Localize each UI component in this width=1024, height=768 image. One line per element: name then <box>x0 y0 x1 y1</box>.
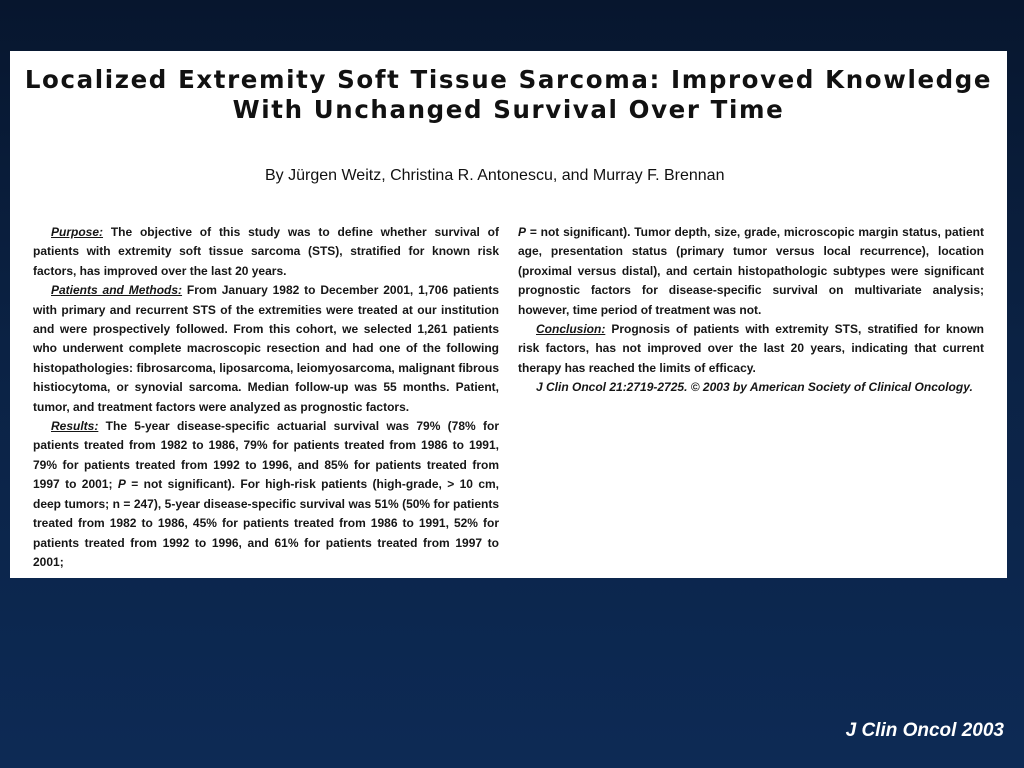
conclusion-paragraph <box>518 320 984 378</box>
results-text-a: The 5-year disease-specific actuarial survival was 79% (78% for patients treated from 1982 to 1986, 79% for patients treated from 1986 to 1991, 79% for patients treated from 1992 to 1996, and 85% for patients treated from 1997 to 2001; <box>33 419 499 492</box>
methods-text: From January 1982 to December 2001, 1,706 patients with primary and recurrent STS of the extremities were treated at our institution and were prospectively followed. From this cohort, we selected 1,261 patients who underwent complete macroscopic resection and had one of the following histopathologies: fibrosarcoma, liposarcoma, leiomyosarcoma, malignant fibrous histiocytoma, or synovial sarcoma. Median follow-up was 55 months. Patient, tumor, and treatment factors were analyzed as prognostic factors. <box>33 283 499 414</box>
p-value-label-1: P <box>117 477 126 492</box>
purpose-heading: Purpose: <box>51 225 104 239</box>
article-authors: By Jürgen Weitz, Christina R. Antonescu, and Murray F. Brennan <box>265 167 725 184</box>
journal-reference-text: J Clin Oncol 21:2719-2725. © 2003 by American Society of Clinical Oncology. <box>536 380 973 395</box>
slide-citation: J Clin Oncol 2003 <box>845 720 1004 741</box>
conclusion-text: Prognosis of patients with extremity STS, stratified for known risk factors, has not improved over the last 20 years, indicating that current therapy has reached the limits of efficacy. <box>518 322 984 375</box>
results-text-c: = not significant). Tumor depth, size, grade, microscopic margin status, patient age, presentation status (primary tumor versus local recurrence), location (proximal versus distal), and certain histopathologic subtypes were significant prognostic factors for disease-specific survival on multivariate analysis; however, time period of treatment was not. <box>518 225 984 317</box>
article-title <box>10 65 1007 125</box>
results-continued <box>518 223 984 320</box>
conclusion-heading: Conclusion: <box>536 322 606 337</box>
purpose-paragraph <box>33 223 499 281</box>
results-text-b: = not significant). For high-risk patients (high-grade, > 10 cm, deep tumors; n = 247), 5-year disease-specific survival was 51% (50% for patients treated from 1982 to 1986, 45% for patients treated from 1986 to 1991, 52% for patients treated from 1992 to 1996, and 61% for patients treated from 1997 to 2001; <box>33 477 499 569</box>
p-value-label-2: P <box>518 225 527 239</box>
methods-heading: Patients and Methods: <box>51 283 183 298</box>
article-title-line-1: Localized Extremity Soft Tissue Sarcoma: Improved Knowledge <box>24 65 993 94</box>
results-paragraph <box>33 417 499 572</box>
article-title-line-2: With Unchanged Survival Over Time <box>232 95 785 124</box>
results-heading: Results: <box>51 419 99 434</box>
abstract-column-left <box>33 223 499 572</box>
purpose-text: The objective of this study was to define whether survival of patients with extremity soft tissue sarcoma (STS), stratified for known risk factors, has improved over the last 20 years. <box>33 225 499 278</box>
article-abstract-image <box>10 51 1007 578</box>
abstract-column-right <box>518 223 984 398</box>
methods-paragraph <box>33 281 499 417</box>
journal-reference <box>518 378 984 397</box>
